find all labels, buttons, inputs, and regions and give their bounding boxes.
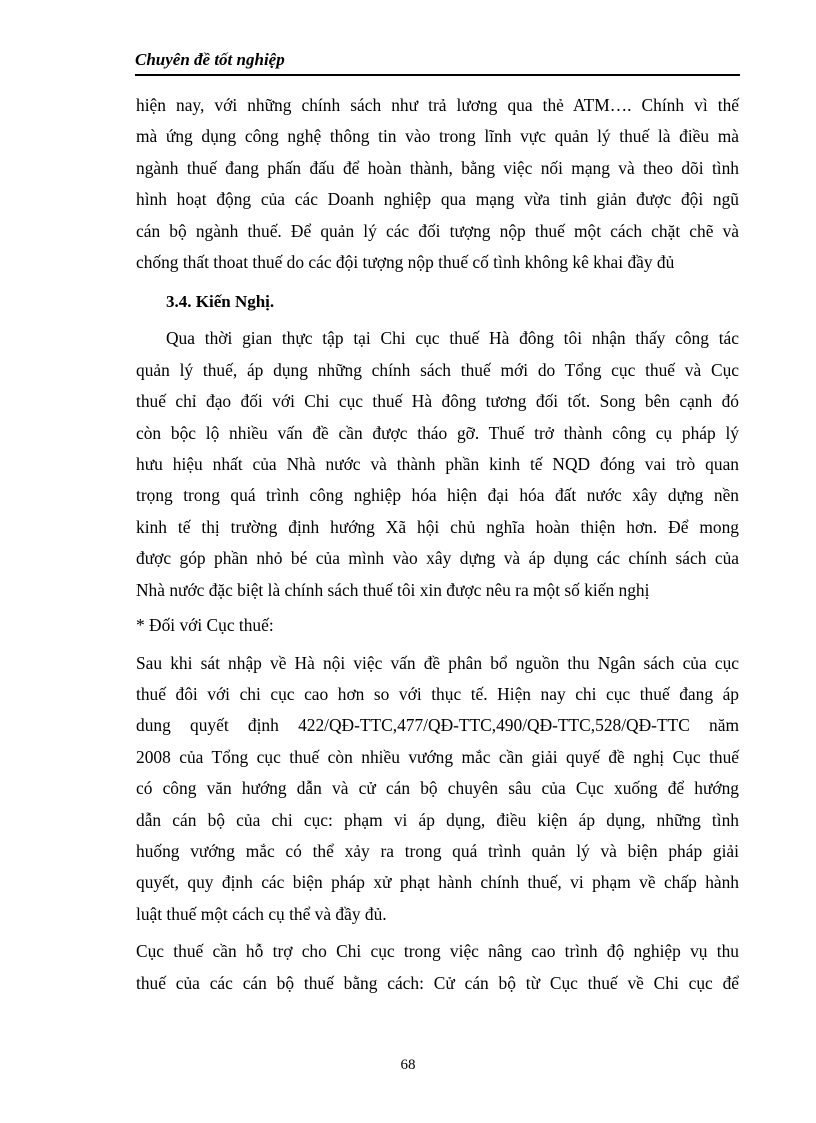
text-line: thuế đôi với chi cục cao hơn so với thục tế. Hiện nay chi cục thuế đang áp [136,683,739,704]
paragraph-intro [136,90,739,278]
text-line: Cục thuế cần hỗ trợ cho Chi cục trong việc nâng cao trình độ nghiệp vụ thu [136,941,739,962]
paragraph-support [136,936,739,999]
text-line: Nhà nước đặc biệt là chính sách thuế tôi xin được nêu ra một số kiến nghị [136,579,650,600]
text-line: cán bộ ngành thuế. Để quản lý các đối tượng nộp thuế một cách chặt chẽ và [136,220,739,241]
text-line: chống thất thoat thuế do các đội tượng nộp thuế cố tình không kê khai đầy đủ [136,252,675,273]
text-line: kinh tế thị trường định hướng Xã hội chủ nghĩa hoàn thiện hơn. Để mong [136,516,739,537]
text-line: còn bộc lộ nhiều vấn đề cần được tháo gỡ. Thuế trở thành công cụ pháp lý [136,422,739,443]
text-line: có công văn hướng dẫn và cử cán bộ chuyên sâu của Cục xuống để hướng [136,778,739,799]
text-line: quyết, quy định các biện pháp xử phạt hành chính thuế, vi phạm về chấp hành [136,872,739,893]
text-line: huống vướng mắc có thể xảy ra trong quá trình quản lý và biện pháp giải [136,840,739,861]
document-body [136,90,739,999]
bullet-item: * Đối với Cục thuế: [136,615,274,636]
page-number: 68 [400,1057,416,1073]
text-line: dẫn cán bộ của chi cục: phạm vi áp dụng, điều kiện áp dụng, những tình [136,809,739,830]
document-title: Chuyên đề tốt nghiệp [135,50,285,69]
text-line: hiện nay, với những chính sách như trả lương qua thẻ ATM…. Chính vì thế [136,95,739,115]
text-line: thuế chỉ đạo đối với Chi cục thuế Hà đông tương đối tốt. Song bên cạnh đó [136,391,739,412]
text-line: Qua thời gian thực tập tại Chi cục thuế Hà đông tôi nhận thấy công tác [166,328,739,349]
text-line: dung quyết định 422/QĐ-TTC,477/QĐ-TTC,490/QĐ-TTC,528/QĐ-TTC năm [136,715,739,736]
text-line: quản lý thuế, áp dụng những chính sách thuế mới do Tổng cục thuế và Cục [136,359,739,380]
text-line: Sau khi sát nhập về Hà nội việc vấn đề phân bổ nguồn thu Ngân sách của cục [136,652,739,673]
text-line: hưu hiệu nhất của Nhà nước và thành phần kinh tế NQD đóng vai trò quan [136,454,739,475]
page-header [135,48,740,76]
text-line: luật thuế một cách cụ thể và đầy đủ. [136,903,387,924]
text-line: thuế của các cán bộ thuế bằng cách: Cử cán bộ từ Cục thuế về Chi cục để [136,972,739,993]
text-line: 2008 của Tổng cục thuế còn nhiều vướng mắc cần giải quyế đề nghị Cục thuế [136,746,739,767]
paragraph-recommendations [136,323,739,606]
text-line: mà ứng dụng công nghệ thông tin vào trong lĩnh vực quản lý thuế là điều mà [136,126,739,147]
text-line: trọng trong quá trình công nghiệp hóa hiện đại hóa đất nước xây dựng nền [136,485,739,506]
text-line: được góp phần nhỏ bé của mình vào xây dựng và áp dụng các chính sách của [136,548,739,569]
paragraph-tax-department [136,648,739,931]
text-line: ngành thuế đang phấn đấu để hoàn thành, bằng việc nối mạng và theo dõi tình [136,157,739,178]
text-line: hình hoạt động của các Doanh nghiệp qua mạng vừa tinh giản được đội ngũ [136,189,739,210]
section-heading: 3.4. Kiến Nghị. [166,292,275,312]
